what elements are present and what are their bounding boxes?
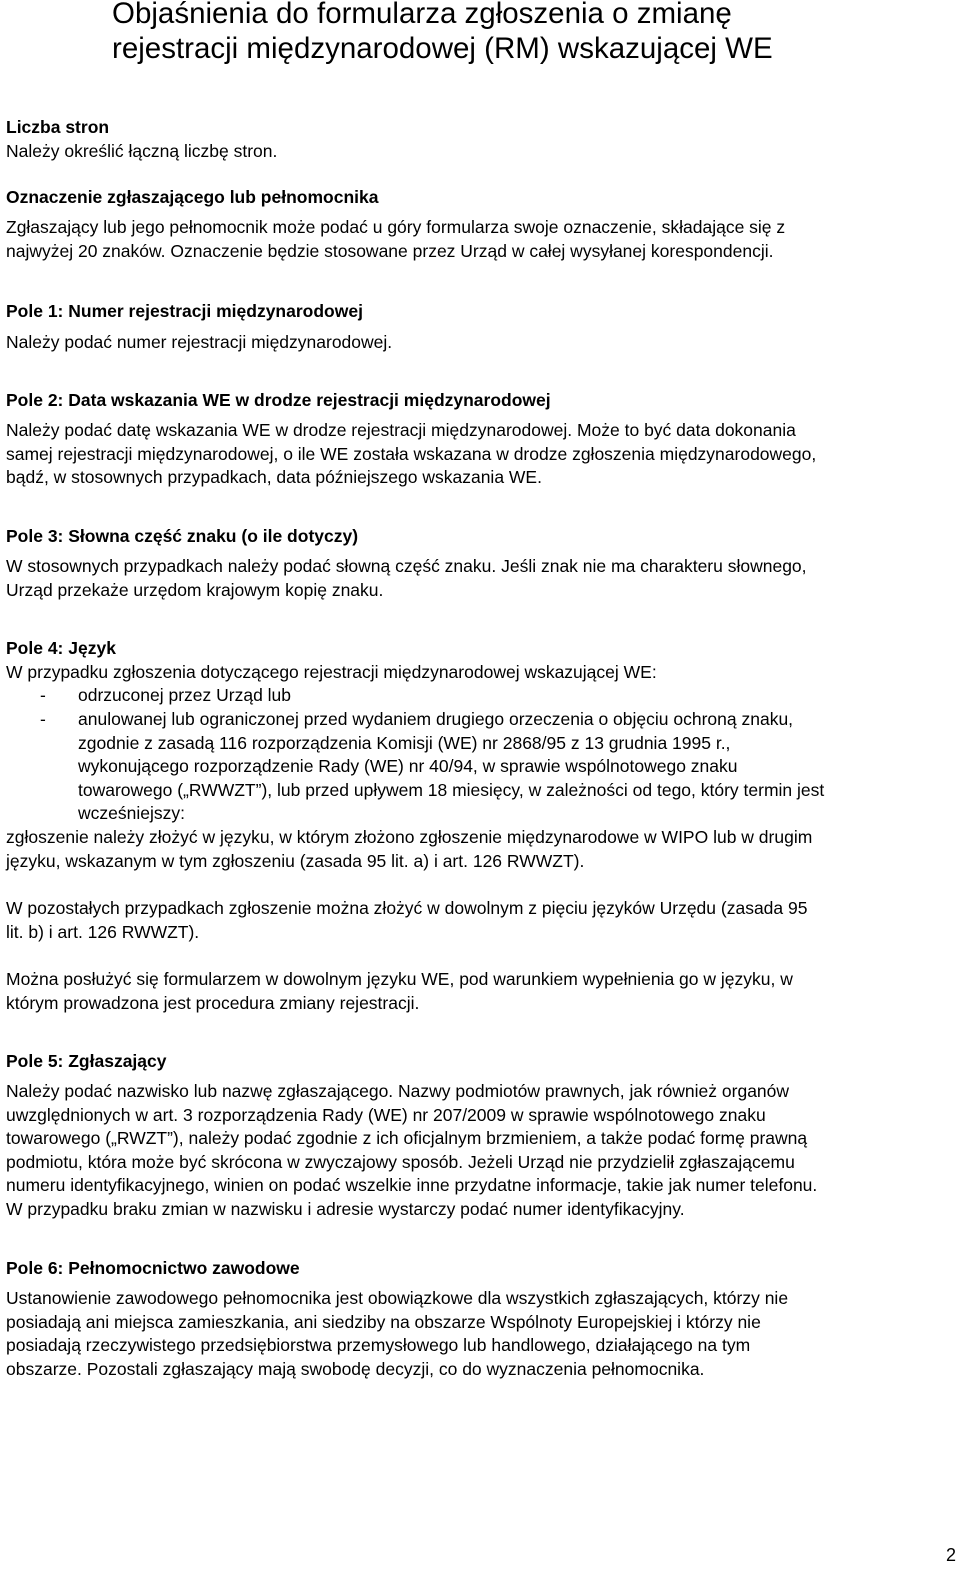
text-line: towarowego („RWWZT”), lub przed upływem 18 miesięcy, w zależności od tego, który termin jest [78,779,825,800]
text-line: Urząd przekaże urzędom krajowym kopię znaku. [6,579,384,600]
text-pole-2 [6,419,956,490]
text-line: Zgłaszający lub jego pełnomocnik może podać u góry formularza swoje oznaczenie, składające się z [6,217,786,237]
text-line: języku, wskazanym w tym zgłoszeniu (zasada 95 lit. a) i art. 126 RWWZT). [6,850,585,871]
text-line: obszarze. Pozostali zgłaszający mają swobodę decyzji, co do wyznaczenia pełnomocnika. [6,1358,705,1379]
text-line: Należy podać datę wskazania WE w drodze rejestracji międzynarodowej. Może to być data dokonania [6,420,796,440]
text-line: W pozostałych przypadkach zgłoszenie można złożyć w dowolnym z pięciu języków Urzędu (zasada 95 [6,898,808,918]
heading-pole-5: Pole 5: Zgłaszający [6,1051,167,1071]
text-line: posiadają ani miejsca zamieszkania, ani siedziby na obszarze Wspólnoty Europejskiej i którzy nie [6,1311,761,1332]
text-line: wykonującego rozporządzenie Rady (WE) nr 40/94, w sprawie wspólnotowego znaku [78,756,738,776]
text-line: wcześniejszy: [78,803,185,823]
document-title [112,0,932,66]
heading-pole-6: Pole 6: Pełnomocnictwo zawodowe [6,1258,300,1278]
text-line: W przypadku braku zmian w nazwisku i adresie wystarczy podać numer identyfikacyjny. [6,1198,685,1219]
page-number: 2 [945,1545,956,1565]
text-pole-6 [6,1287,956,1381]
title-line-1: Objaśnienia do formularza zgłoszenia o zmianę [112,0,732,30]
text-line: lit. b) i art. 126 RWWZT). [6,921,200,942]
text-oznaczenie [6,216,956,263]
text-pole-5 [6,1080,956,1221]
text-line: W stosownych przypadkach należy podać słowną część znaku. Jeśli znak nie ma charakteru słownego, [6,556,807,576]
list-dash: - [40,709,46,729]
text-line: zgodnie z zasadą 116 rozporządzenia Komisji (WE) nr 2868/95 z 13 grudnia 1995 r., [78,732,731,753]
text-pole-4-after [6,826,956,873]
text-line: Można posłużyć się formularzem w dowolnym języku WE, pod warunkiem wypełnienia go w języku, w [6,969,793,989]
text-line: Ustanowienie zawodowego pełnomocnika jest obowiązkowe dla wszystkich zgłaszających, którzy nie [6,1288,789,1308]
heading-pole-3: Pole 3: Słowna część znaku (o ile dotyczy) [6,526,359,546]
list-item-text: odrzuconej przez Urząd lub [78,685,292,705]
text-line: którym prowadzona jest procedura zmiany rejestracji. [6,992,420,1013]
title-line-2: rejestracji międzynarodowej (RM) wskazującej WE [112,32,773,65]
text-line: bądź, w stosownych przypadkach, data późniejszego wskazania WE. [6,467,542,487]
text-line: posiadają rzeczywistego przedsiębiorstwa przemysłowego lub handlowego, działającego na tym [6,1335,751,1355]
text-line: podmiotu, która może być skrócona w zwyczajowy sposób. Jeżeli Urząd nie przydzielił zgłaszającemu [6,1151,795,1172]
text-line: uwzględnionych w art. 3 rozporządzenia Rady (WE) nr 207/2009 w sprawie wspólnotowego znaku [6,1104,766,1125]
text-line: zgłoszenie należy złożyć w języku, w którym złożono zgłoszenie międzynarodowe w WIPO lub w drugim [6,827,813,847]
text-pole-4-intro: W przypadku zgłoszenia dotyczącego rejestracji międzynarodowej wskazującej WE: [6,662,657,682]
text-line: anulowanej lub ograniczonej przed wydaniem drugiego orzeczenia o objęciu ochroną znaku, [78,709,794,729]
heading-pole-2: Pole 2: Data wskazania WE w drodze rejestracji międzynarodowej [6,390,551,410]
text-liczba-stron: Należy określić łączną liczbę stron. [6,141,278,161]
list-dash: - [40,685,46,705]
heading-pole-1: Pole 1: Numer rejestracji międzynarodowej [6,301,363,321]
text-pole-4-other [6,897,956,944]
text-line: najwyżej 20 znaków. Oznaczenie będzie stosowane przez Urząd w całej wysyłanej korespondencji. [6,240,774,261]
text-line: samej rejestracji międzynarodowej, o ile WE została wskazana w drodze zgłoszenia międzynarodowego, [6,443,817,464]
text-line: towarowego („RWZT”), należy podać zgodnie z ich oficjalnym brzmieniem, a także podać formę prawną [6,1128,808,1148]
text-pole-1: Należy podać numer rejestracji międzynarodowej. [6,332,393,352]
list-item-text [78,708,960,826]
heading-pole-4: Pole 4: Język [6,638,116,658]
text-line: Należy podać nazwisko lub nazwę zgłaszającego. Nazwy podmiotów prawnych, jak również organów [6,1081,790,1101]
text-pole-4-form [6,968,956,1015]
text-pole-3 [6,555,956,602]
text-line: numeru identyfikacyjnego, winien on podać wszelkie inne przydatne informacje, takie jak numer telefonu. [6,1175,818,1195]
heading-liczba-stron: Liczba stron [6,117,110,137]
heading-oznaczenie: Oznaczenie zgłaszającego lub pełnomocnika [6,187,379,207]
